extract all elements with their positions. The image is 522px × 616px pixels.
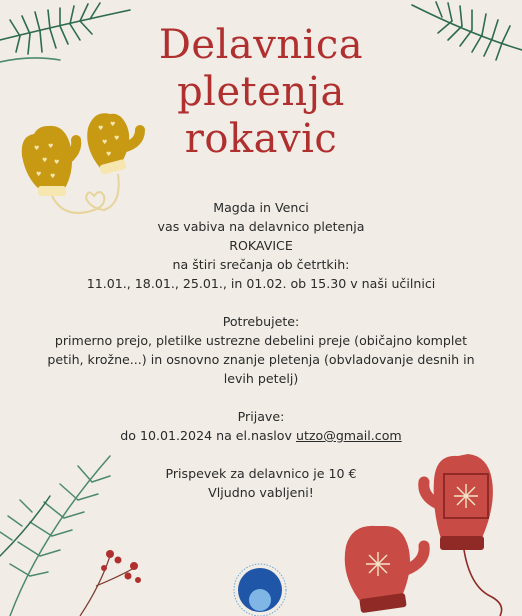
svg-text:♥: ♥	[42, 157, 48, 164]
svg-text:♥: ♥	[98, 125, 104, 132]
signup-heading: Prijave:	[237, 409, 285, 424]
svg-text:♥: ♥	[50, 173, 56, 180]
intro-line-1: Magda in Venci	[213, 200, 309, 215]
red-mittens-illustration	[330, 446, 520, 616]
svg-text:♥: ♥	[54, 159, 60, 166]
needs-line-2: petih, krožne...) in osnovno znanje pletenja (obvladovanje desnih in	[47, 352, 475, 367]
needs-heading: Potrebujete:	[222, 314, 300, 329]
svg-text:♥: ♥	[48, 143, 54, 150]
svg-text:♥: ♥	[102, 139, 108, 146]
signup-text: do 10.01.2024 na el.naslov	[120, 428, 292, 443]
svg-text:♥: ♥	[36, 171, 42, 178]
organization-logo	[230, 560, 290, 616]
svg-text:♥: ♥	[110, 121, 116, 128]
needs-line-3: levih petelj)	[223, 371, 299, 386]
svg-text:♥: ♥	[106, 151, 112, 158]
intro-line-3: ROKAVICE	[229, 238, 293, 253]
intro-line-2: vas vabiva na delavnico pletenja	[157, 219, 365, 234]
needs-line-1: primerno prejo, pletilke ustrezne debelini preje (običajno komplet	[54, 333, 468, 348]
svg-text:♥: ♥	[34, 145, 40, 152]
email-link[interactable]: utzo@gmail.com	[295, 428, 402, 443]
title-line-2: pletenja	[177, 69, 345, 115]
title-line-1: Delavnica	[158, 22, 364, 68]
page-title	[0, 22, 522, 163]
closing-line: Vljudno vabljeni!	[208, 485, 314, 500]
fee-line: Prispevek za delavnico je 10 €	[165, 466, 357, 481]
intro-line-5: 11.01., 18.01., 25.01., in 01.02. ob 15.30 v naši učilnici	[86, 276, 436, 291]
intro-line-4: na štiri srečanja ob četrtkih:	[172, 257, 350, 272]
pine-branch-bottom-left	[0, 436, 150, 616]
title-line-3: rokavic	[184, 116, 338, 162]
svg-text:♥: ♥	[114, 135, 120, 142]
